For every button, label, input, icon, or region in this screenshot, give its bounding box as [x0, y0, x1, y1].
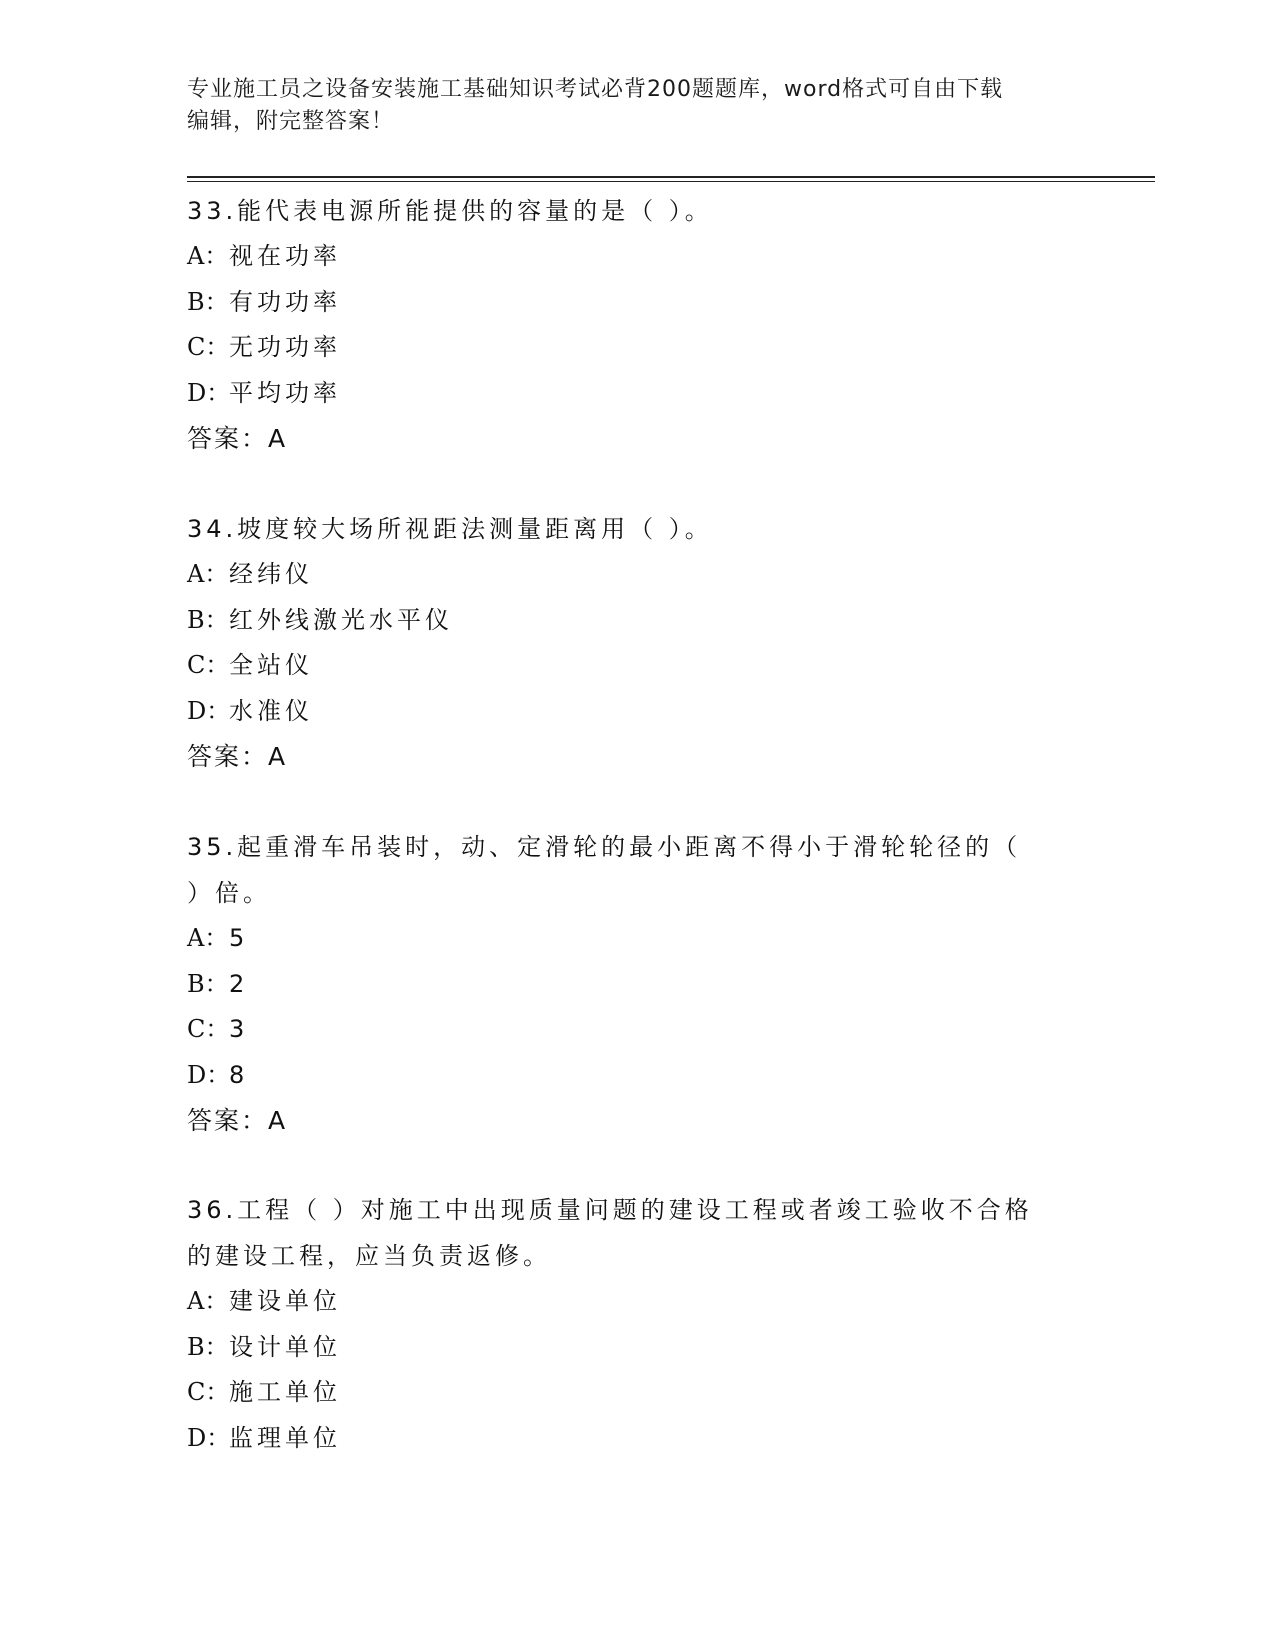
- option-a: [187, 234, 1087, 280]
- question-stem: 34.坡度较大场所视距法测量距离用（ ）。: [187, 515, 713, 543]
- option-label: A：: [187, 1287, 229, 1315]
- option-label: A：: [187, 242, 229, 270]
- option-text: 8: [229, 1060, 249, 1089]
- option-text: 设计单位: [229, 1332, 341, 1361]
- option-label: B：: [187, 969, 229, 998]
- option-c: [187, 643, 1087, 689]
- header-line-1: 专业施工员之设备安装施工基础知识考试必背200题题库，word格式可自由下载: [187, 77, 1004, 102]
- option-d: [187, 1053, 1087, 1099]
- header-line-2: 编辑，附完整答案！: [187, 109, 395, 134]
- option-label: B：: [187, 287, 229, 316]
- answer-line: [187, 1098, 1087, 1144]
- answer-value: A: [268, 424, 288, 453]
- answer-label: 答案：: [187, 742, 269, 771]
- option-text: 监理单位: [229, 1423, 341, 1452]
- option-text: 建设单位: [229, 1287, 341, 1315]
- option-b: [187, 598, 1087, 644]
- option-text: 有功功率: [229, 287, 341, 316]
- option-label: D：: [187, 378, 231, 407]
- answer-label: 答案：: [187, 424, 269, 453]
- option-b: [187, 1325, 1087, 1371]
- answer-line: [187, 734, 1087, 780]
- option-text: 视在功率: [229, 242, 341, 270]
- option-a: [187, 552, 1087, 598]
- option-text: 经纬仪: [229, 560, 313, 588]
- option-d: [187, 1416, 1087, 1462]
- option-a: [187, 1279, 1087, 1325]
- option-c: [187, 325, 1087, 371]
- option-text: 2: [229, 969, 249, 998]
- option-text: 5: [229, 924, 249, 952]
- question-stem-line-2: ）倍。: [187, 879, 271, 907]
- question-stem-line-2: 的建设工程，应当负责返修。: [187, 1242, 551, 1270]
- option-label: A：: [187, 560, 229, 588]
- answer-line: [187, 416, 1087, 462]
- question-stem: 33.能代表电源所能提供的容量的是（ ）。: [187, 197, 713, 225]
- question-stem-line-1: 36.工程（ ）对施工中出现质量问题的建设工程或者竣工验收不合格: [187, 1196, 1033, 1224]
- document-header: [187, 74, 1087, 138]
- option-text: 3: [229, 1015, 249, 1043]
- answer-value: A: [268, 1106, 288, 1135]
- option-b: [187, 962, 1087, 1008]
- option-c: [187, 1370, 1087, 1416]
- answer-value: A: [268, 742, 288, 771]
- option-label: A：: [187, 924, 229, 952]
- option-label: D：: [187, 1423, 231, 1452]
- option-text: 红外线激光水平仪: [229, 605, 453, 634]
- option-text: 无功功率: [229, 333, 341, 361]
- option-label: C：: [187, 333, 230, 361]
- option-label: C：: [187, 1015, 230, 1043]
- question-34: [187, 506, 1087, 780]
- header-divider-top: [187, 176, 1155, 178]
- option-c: [187, 1007, 1087, 1053]
- option-label: C：: [187, 1378, 230, 1406]
- answer-label: 答案：: [187, 1106, 269, 1135]
- question-36: [187, 1187, 1087, 1461]
- option-label: B：: [187, 605, 229, 634]
- option-b: [187, 280, 1087, 326]
- option-d: [187, 689, 1087, 735]
- option-text: 施工单位: [229, 1378, 341, 1406]
- question-33: [187, 188, 1087, 462]
- option-text: 水准仪: [229, 696, 313, 725]
- option-label: D：: [187, 696, 231, 725]
- header-divider-bottom: [187, 181, 1155, 182]
- option-label: D：: [187, 1060, 231, 1089]
- question-stem-line-1: 35.起重滑车吊装时，动、定滑轮的最小距离不得小于滑轮轮径的（: [187, 833, 1022, 861]
- option-text: 平均功率: [229, 378, 341, 407]
- option-d: [187, 371, 1087, 417]
- question-35: [187, 824, 1087, 1144]
- option-a: [187, 916, 1087, 962]
- option-label: B：: [187, 1332, 229, 1361]
- option-label: C：: [187, 651, 230, 679]
- option-text: 全站仪: [229, 651, 313, 679]
